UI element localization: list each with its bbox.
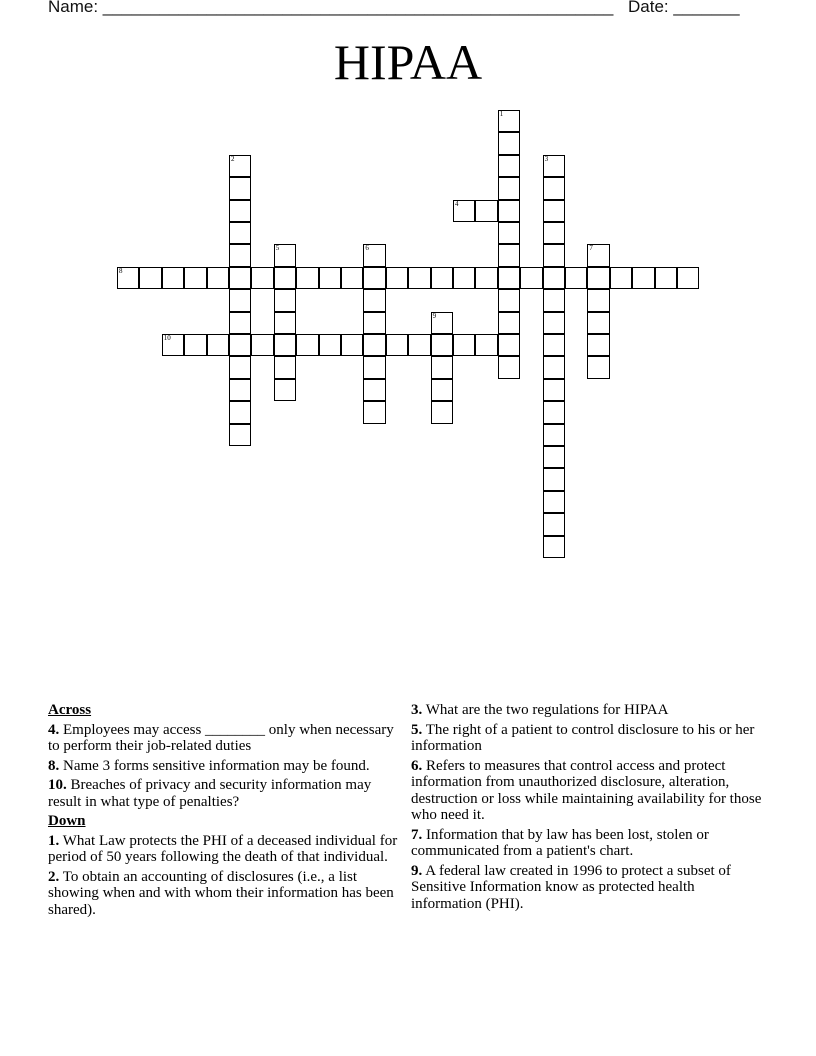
crossword-cell[interactable] xyxy=(363,267,385,289)
crossword-cell[interactable] xyxy=(498,334,520,356)
crossword-cell[interactable] xyxy=(229,155,251,177)
clue-number: 8. xyxy=(48,757,60,774)
down-heading: Down xyxy=(48,813,86,829)
crossword-cell[interactable] xyxy=(229,222,251,244)
crossword-cell[interactable] xyxy=(251,267,273,289)
crossword-cell[interactable] xyxy=(543,155,565,177)
crossword-cell[interactable] xyxy=(475,200,497,222)
clue-number: 5. xyxy=(411,721,423,738)
crossword-cell[interactable] xyxy=(274,334,296,356)
across-heading: Across xyxy=(48,702,92,718)
clue-text: Name 3 forms sensitive information may be found. xyxy=(63,757,370,774)
crossword-cell[interactable] xyxy=(274,244,296,266)
crossword-cell[interactable] xyxy=(296,334,318,356)
crossword-cell[interactable] xyxy=(498,244,520,266)
crossword-cell[interactable] xyxy=(274,267,296,289)
crossword-cell[interactable] xyxy=(229,177,251,199)
clue-text: What are the two regulations for HIPAA xyxy=(425,702,669,718)
crossword-cell[interactable] xyxy=(453,200,475,222)
clues-column-right xyxy=(411,702,763,915)
crossword-cell[interactable] xyxy=(587,289,609,311)
clue-number: 4. xyxy=(48,721,60,738)
clue-number: 1. xyxy=(48,832,60,849)
crossword-cell[interactable] xyxy=(453,334,475,356)
crossword-cell[interactable] xyxy=(251,334,273,356)
clue-text: A federal law created in 1996 to protect a subset of Sensitive Information know as protected health information (PHI). xyxy=(411,862,731,912)
clue-number-label: 4 xyxy=(455,199,459,208)
crossword-cell[interactable] xyxy=(431,356,453,378)
crossword-cell[interactable] xyxy=(543,424,565,446)
clues-column-left xyxy=(48,702,404,921)
crossword-cell[interactable] xyxy=(498,267,520,289)
clue-text: Information that by law has been lost, stolen or communicated from a patient's chart. xyxy=(411,826,709,859)
crossword-cell[interactable] xyxy=(543,446,565,468)
crossword-cell[interactable] xyxy=(587,334,609,356)
crossword-cell[interactable] xyxy=(543,244,565,266)
clue-text: Employees may access ________ only when necessary to perform their job-related duties xyxy=(48,721,394,754)
crossword-cell[interactable] xyxy=(431,312,453,334)
crossword-cell[interactable] xyxy=(229,379,251,401)
crossword-cell[interactable] xyxy=(475,334,497,356)
crossword-cell[interactable] xyxy=(498,356,520,378)
date-field[interactable]: Date: _______ xyxy=(628,0,740,16)
crossword-cell[interactable] xyxy=(229,289,251,311)
clue-across-4 xyxy=(48,722,404,755)
crossword-cell[interactable] xyxy=(184,334,206,356)
crossword-cell[interactable] xyxy=(363,401,385,423)
crossword-cell[interactable] xyxy=(386,334,408,356)
clue-number-label: 9 xyxy=(432,311,437,320)
crossword-cell[interactable] xyxy=(431,267,453,289)
clue-down-2 xyxy=(48,869,404,919)
clue-down-9 xyxy=(411,863,763,913)
crossword-cell[interactable] xyxy=(543,468,565,490)
clue-down-6 xyxy=(411,758,763,824)
crossword-cell[interactable] xyxy=(543,536,565,558)
clue-text: The right of a patient to control disclosure to his or her information xyxy=(411,721,755,754)
crossword-cell[interactable] xyxy=(363,289,385,311)
crossword-cell[interactable] xyxy=(274,356,296,378)
clue-number: 2. xyxy=(48,868,60,885)
crossword-cell[interactable] xyxy=(408,267,430,289)
clue-number: 9. xyxy=(411,862,423,879)
crossword-cell[interactable] xyxy=(543,177,565,199)
crossword-cell[interactable] xyxy=(363,312,385,334)
crossword-cell[interactable] xyxy=(341,334,363,356)
crossword-cell[interactable] xyxy=(207,334,229,356)
crossword-cell[interactable] xyxy=(587,356,609,378)
clue-number-label: 8 xyxy=(119,266,123,275)
crossword-cell[interactable] xyxy=(453,267,475,289)
clue-number: 10. xyxy=(48,777,67,793)
crossword-cell[interactable] xyxy=(207,267,229,289)
crossword-cell[interactable] xyxy=(543,289,565,311)
crossword-cell[interactable] xyxy=(229,312,251,334)
crossword-cell[interactable] xyxy=(431,379,453,401)
crossword-cell[interactable] xyxy=(543,491,565,513)
clue-number-label: 2 xyxy=(231,154,235,163)
clue-number: 6. xyxy=(411,757,423,774)
crossword-cell[interactable] xyxy=(319,334,341,356)
crossword-cell[interactable] xyxy=(498,132,520,154)
clue-text: Breaches of privacy and security information may result in what type of penalties? xyxy=(48,777,372,810)
crossword-cell[interactable] xyxy=(498,177,520,199)
crossword-cell[interactable] xyxy=(296,267,318,289)
crossword-cell[interactable] xyxy=(543,401,565,423)
crossword-cell[interactable] xyxy=(543,356,565,378)
crossword-cell[interactable] xyxy=(498,222,520,244)
crossword-cell[interactable] xyxy=(632,267,654,289)
crossword-cell[interactable] xyxy=(274,312,296,334)
clue-across-8 xyxy=(48,758,404,775)
crossword-cell[interactable] xyxy=(363,244,385,266)
crossword-cell[interactable] xyxy=(408,334,430,356)
crossword-cell[interactable] xyxy=(587,244,609,266)
crossword-cell[interactable] xyxy=(341,267,363,289)
crossword-cell[interactable] xyxy=(498,155,520,177)
clue-down-3 xyxy=(411,702,763,719)
name-field[interactable]: Name: ______________________________________________________ xyxy=(48,0,614,16)
crossword-cell[interactable] xyxy=(117,267,139,289)
clue-text: Refers to measures that control access and protect information from unauthorized disclosure, alteration, destruction or loss while maintaining availability for those who need it. xyxy=(411,757,762,823)
crossword-cell[interactable] xyxy=(543,379,565,401)
crossword-cell[interactable] xyxy=(363,356,385,378)
crossword-cell[interactable] xyxy=(431,401,453,423)
clue-number-label: 3 xyxy=(544,154,549,163)
crossword-cell[interactable] xyxy=(229,334,251,356)
clue-number-label: 7 xyxy=(589,244,593,253)
crossword-cell[interactable] xyxy=(498,110,520,132)
clue-number-label: 1 xyxy=(499,110,504,118)
crossword-cell[interactable] xyxy=(229,401,251,423)
crossword-cell[interactable] xyxy=(184,267,206,289)
crossword-cell[interactable] xyxy=(162,334,184,356)
crossword-cell[interactable] xyxy=(139,267,161,289)
crossword-cell[interactable] xyxy=(543,200,565,222)
clue-number: 7. xyxy=(411,826,423,843)
crossword-cell[interactable] xyxy=(543,222,565,244)
clue-number-label: 6 xyxy=(365,244,369,253)
clue-number-label: 5 xyxy=(275,244,280,253)
crossword-cell[interactable] xyxy=(363,379,385,401)
crossword-cell[interactable] xyxy=(655,267,677,289)
clue-number: 3. xyxy=(411,702,423,718)
crossword-cell[interactable] xyxy=(274,379,296,401)
crossword-cell[interactable] xyxy=(229,356,251,378)
crossword-cell[interactable] xyxy=(543,312,565,334)
crossword-cell[interactable] xyxy=(587,267,609,289)
crossword-cell[interactable] xyxy=(229,244,251,266)
crossword-cell[interactable] xyxy=(498,200,520,222)
crossword-cell[interactable] xyxy=(543,267,565,289)
crossword-cell[interactable] xyxy=(498,312,520,334)
clue-down-1 xyxy=(48,833,404,866)
crossword-cell[interactable] xyxy=(386,267,408,289)
crossword-cell[interactable] xyxy=(274,289,296,311)
crossword-cell[interactable] xyxy=(610,267,632,289)
crossword-cell[interactable] xyxy=(229,200,251,222)
crossword-cell[interactable] xyxy=(587,312,609,334)
crossword-cell[interactable] xyxy=(229,267,251,289)
page-title: HIPAA xyxy=(333,34,483,90)
clue-text: To obtain an accounting of disclosures (i.e., a list showing when and with whom their information has been shared). xyxy=(48,868,394,918)
crossword-cell[interactable] xyxy=(543,334,565,356)
crossword-cell[interactable] xyxy=(565,267,587,289)
crossword-cell[interactable] xyxy=(498,289,520,311)
crossword-cell[interactable] xyxy=(475,267,497,289)
crossword-cell[interactable] xyxy=(543,513,565,535)
crossword-cell[interactable] xyxy=(520,267,542,289)
clue-down-7 xyxy=(411,827,763,860)
crossword-cell[interactable] xyxy=(162,267,184,289)
clue-across-10 xyxy=(48,777,404,810)
clue-number-label: 10 xyxy=(163,334,171,342)
crossword-cell[interactable] xyxy=(319,267,341,289)
crossword-cell[interactable] xyxy=(363,334,385,356)
crossword-cell[interactable] xyxy=(431,334,453,356)
crossword-cell[interactable] xyxy=(229,424,251,446)
crossword-cell[interactable] xyxy=(677,267,699,289)
clue-text: What Law protects the PHI of a deceased individual for period of 50 years following the death of that individual. xyxy=(48,832,398,865)
clue-down-5 xyxy=(411,722,763,755)
